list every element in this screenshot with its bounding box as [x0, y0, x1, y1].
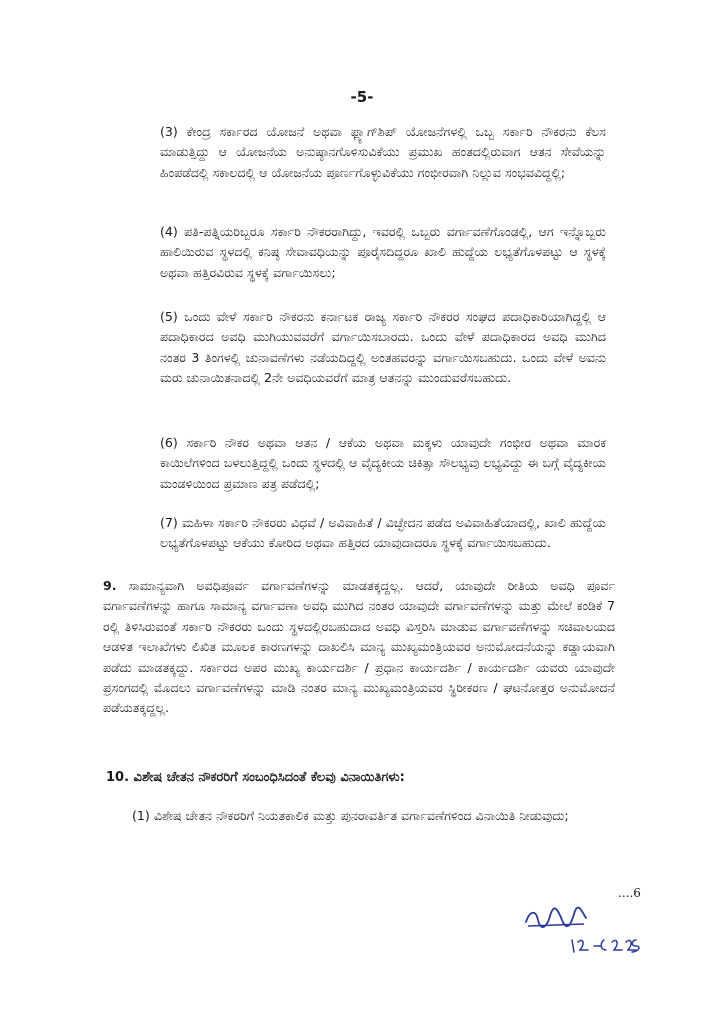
clause-number: (4): [160, 224, 178, 239]
section-9: [103, 576, 615, 719]
exemption-number: (1): [132, 808, 150, 823]
clause-7: [160, 513, 606, 554]
signature-icon: [520, 900, 650, 960]
clause-6: [160, 433, 606, 494]
clause-number: (3): [160, 124, 178, 139]
clause-text: ಕೇಂದ್ರ ಸರ್ಕಾರದ ಯೋಜನೆ ಅಥವಾ ಫ್ಲ್ಯಾಗ್‌ಶಿಪ್ ಯೋಜನೆಗಳಲ್ಲಿ ಒಬ್ಬ ಸರ್ಕಾರಿ ನೌಕರನು ಕೆಲಸ ಮಾಡುತ್ತಿದ್ದು ಆ ಯೋಜನೆಯ ಅನುಷ್ಠಾನಗೊಳಿಸುವಿಕೆಯು ಪ್ರಮುಖ ಹಂತದಲ್ಲಿರುವಾಗ ಆತನ ಸೇವೆಯನ್ನು ಹಿಂಪಡೆದಲ್ಲಿ ಸಕಾಲದಲ್ಲಿ ಆ ಯೋಜನೆಯ ಪೂರ್ಣಗೊಳ್ಳುವಿಕೆಯು ಗಂಭೀರವಾಗಿ ನಿಲ್ಲುವ ಸಂಭವವಿದ್ದಲ್ಲಿ;: [160, 124, 606, 180]
clause-number: (6): [160, 435, 178, 450]
clause-text: ಸರ್ಕಾರಿ ನೌಕರ ಅಥವಾ ಆತನ / ಆಕೆಯ ಅಥವಾ ಮಕ್ಕಳು ಯಾವುದೇ ಗಂಭೀರ ಅಥವಾ ಮಾರಕ ಕಾಯಿಲೆಗಳಿಂದ ಬಳಲುತ್ತಿದ್ದಲ್ಲಿ ಒಂದು ಸ್ಥಳದಲ್ಲಿ ಆ ವೈದ್ಯಕೀಯ ಚಿಕಿತ್ಸಾ ಸೌಲಭ್ಯವು ಲಭ್ಯವಿದ್ದು ಈ ಬಗ್ಗೆ ವೈದ್ಯಕೀಯ ಮಂಡಳಿಯಿಂದ ಪ್ರಮಾಣ ಪತ್ರ ಪಡೆದಲ್ಲಿ;: [160, 435, 606, 491]
page-number: -5-: [350, 88, 374, 106]
exemption-1: [132, 805, 600, 826]
clause-number: (7): [160, 515, 178, 530]
clause-4: [160, 222, 606, 283]
continuation-marker: ....6: [618, 886, 641, 900]
clause-3: [160, 122, 606, 183]
clause-text: ಒಂದು ವೇಳೆ ಸರ್ಕಾರಿ ನೌಕರನು ಕರ್ನಾಟಕ ರಾಜ್ಯ ಸರ್ಕಾರಿ ನೌಕರರ ಸಂಘದ ಪದಾಧಿಕಾರಿಯಾಗಿದ್ದಲ್ಲಿ ಆ ಪದಾಧಿಕಾರದ ಅವಧಿ ಮುಗಿಯುವವರೆಗೆ ವರ್ಗಾಯಿಸಬಾರದು. ಒಂದು ವೇಳೆ ಪದಾಧಿಕಾರದ ಅವಧಿ ಮುಗಿದ ನಂತರ 3 ತಿಂಗಳಲ್ಲಿ ಚುನಾವಣೆಗಳು ನಡೆಯದಿದ್ದಲ್ಲಿ ಅಂತಹವರನ್ನು ವರ್ಗಾಯಿಸಬಹುದು. ಒಂದು ವೇಳೆ ಅವನು ಮರು ಚುನಾಯಿತನಾದಲ್ಲಿ 2ನೇ ಅವಧಿಯವರೆಗೆ ಮಾತ್ರ ಆತನನ್ನು ಮುಂದುವರೆಸಬಹುದು.: [160, 309, 606, 386]
clause-text: ಮಹಿಳಾ ಸರ್ಕಾರಿ ನೌಕರರು ವಿಧವೆ / ಅವಿವಾಹಿತೆ / ವಿಚ್ಛೇದನ ಪಡೆದ ಅವಿವಾಹಿತೆಯಾದಲ್ಲಿ, ಖಾಲಿ ಹುದ್ದೆಯ ಲಭ್ಯತೆಗೊಳಪಟ್ಟು ಆಕೆಯು ಕೋರಿದ ಅಥವಾ ಹತ್ತಿರದ ಯಾವುದಾದರೂ ಸ್ಥಳಕ್ಕೆ ವರ್ಗಾಯಿಸಬಹುದು.: [160, 515, 606, 551]
section-10-heading: 10. ವಿಶೇಷ ಚೇತನ ನೌಕರರಿಗೆ ಸಂಬಂಧಿಸಿದಂತೆ ಕೆಲವು ವಿನಾಯಿತಿಗಳು:: [106, 770, 405, 785]
section-number: 9.: [103, 578, 117, 593]
exemption-text: ವಿಶೇಷ ಚೇತನ ನೌಕರರಿಗೆ ನಿಯತಕಾಲಿಕ ಮತ್ತು ಪುನರಾವರ್ತಿತ ವರ್ಗಾವಣೆಗಳಿಂದ ವಿನಾಯಿತಿ ನೀಡುವುದು;: [153, 808, 569, 823]
section-text: ಸಾಮಾನ್ಯವಾಗಿ ಅವಧಿಪೂರ್ವ ವರ್ಗಾವಣೆಗಳನ್ನು ಮಾಡತಕ್ಕದ್ದಲ್ಲ. ಆದರೆ, ಯಾವುದೇ ರೀತಿಯ ಅವಧಿ ಪೂರ್ವ ವರ್ಗಾವಣೆಗಳನ್ನು ಹಾಗೂ ಸಾಮಾನ್ಯ ವರ್ಗಾವಣಾ ಅವಧಿ ಮುಗಿದ ನಂತರ ಯಾವುದೇ ವರ್ಗಾವಣೆಗಳನ್ನು ಮತ್ತು ಮೇಲೆ ಕಂಡಿಕೆ 7 ರಲ್ಲಿ ತಿಳಿಸಿರುವಂತೆ ಸರ್ಕಾರಿ ನೌಕರರು ಒಂದು ಸ್ಥಳದಲ್ಲಿರಬಹುದಾದ ಅವಧಿ ವಿಸ್ತರಿಸಿ ಮಾಡುವ ವರ್ಗಾವಣೆಗಳನ್ನು ಸಚಿವಾಲಯದ ಆಡಳಿತ ಇಲಾಖೆಗಳು ಲಿಖಿತ ಮೂಲಕ ಕಾರಣಗಳನ್ನು ದಾಖಲಿಸಿ ಮಾನ್ಯ ಮುಖ್ಯಮಂತ್ರಿಯವರ ಅನುಮೋದನೆಯನ್ನು ಕಡ್ಡಾಯವಾಗಿ ಪಡೆದು ಮಾಡತಕ್ಕದ್ದು. ಸರ್ಕಾರದ ಅಪರ ಮುಖ್ಯ ಕಾರ್ಯದರ್ಶಿ / ಪ್ರಧಾನ ಕಾರ್ಯದರ್ಶಿ / ಕಾರ್ಯದರ್ಶಿ ಯವರು ಯಾವುದೇ ಪ್ರಸಂಗದಲ್ಲಿ ಮೊದಲು ವರ್ಗಾವಣೆಗಳನ್ನು ಮಾಡಿ ನಂತರ ಮಾನ್ಯ ಮುಖ್ಯಮಂತ್ರಿಯವರ ಸ್ಥಿರೀಕರಣ / ಘಟನೋತ್ತರ ಅನುಮೋದನೆ ಪಡೆಯತಕ್ಕದ್ದಲ್ಲ.: [103, 578, 615, 716]
clause-text: ಪತಿ-ಪತ್ನಿಯರಿಬ್ಬರೂ ಸರ್ಕಾರಿ ನೌಕರರಾಗಿದ್ದು, ಇವರಲ್ಲಿ ಒಬ್ಬರು ವರ್ಗಾವಣೆಗೊಂಡಲ್ಲಿ, ಆಗ ಇನ್ನೊಬ್ಬರು ಹಾಲಿಯಿರುವ ಸ್ಥಳದಲ್ಲಿ ಕನಿಷ್ಠ ಸೇವಾವಧಿಯನ್ನು ಪೂರೈಸದಿದ್ದರೂ ಖಾಲಿ ಹುದ್ದೆಯ ಲಭ್ಯತೆಗೊಳಪಟ್ಟು ಆ ಸ್ಥಳಕ್ಕೆ ಅಥವಾ ಹತ್ತಿರವಿರುವ ಸ್ಥಳಕ್ಕೆ ವರ್ಗಾಯಿಸಲು;: [160, 224, 606, 280]
clause-number: (5): [160, 309, 178, 324]
clause-5: [160, 307, 606, 389]
handwritten-signature: [520, 900, 650, 960]
